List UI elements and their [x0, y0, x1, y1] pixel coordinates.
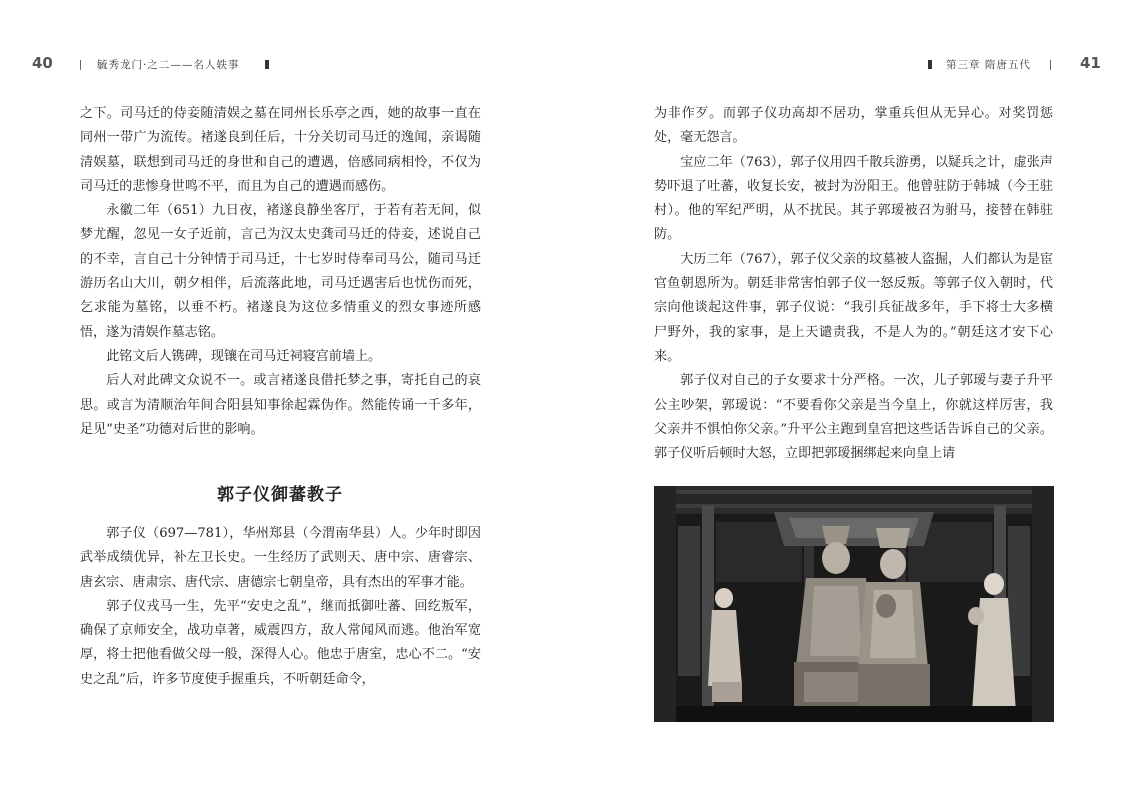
- paragraph: 永徽二年（651）九日夜，褚遂良静坐客厅，于若有若无间，似梦尤醒，忽见一女子近前，言己为汉太史龚司马迁的侍妾，述说自己的不幸，言自己十分钟情于司马迁，十七岁时侍奉司马公，随司马迁游历名山大川，朝夕相伴，后流落此地，司马迁遇害后也忧伤而死，乞求能为墓铭，以垂不朽。褚遂良为这位多情重义的烈女事迹所感悟，遂为清娱作墓志铭。: [80, 203, 481, 340]
- paragraph: 宝应二年（763），郭子仪用四千散兵游勇，以疑兵之计，虚张声势吓退了吐蕃，收复长安，被封为汾阳王。他曾驻防于韩城（今王驻村）。他的军纪严明，从不扰民。其子郭瑷被召为驸马，接替在韩驻防。: [654, 154, 1053, 243]
- paragraph: 之下。司马迁的侍妾随清娱之墓在同州长乐亭之西，她的故事一直在同州一带广为流传。褚遂良到任后，十分关切司马迁的逸闻，亲谒随清娱墓，联想到司马迁的身世和自己的遭遇，倍感同病相怜，不仅为司马迁的悲惨身世鸣不平，而且为自己的遭遇而感伤。: [80, 106, 481, 194]
- left-page: [0, 0, 566, 799]
- paragraph: 后人对此碑文众说不一。或言褚遂良借托梦之事，寄托自己的哀思。或言为清顺治年间合阳县知事徐起霖伪作。然能传诵一千多年，足见“史圣”功德对后世的影响。: [80, 373, 481, 437]
- left-bottom-text: [80, 522, 481, 692]
- right-text: [654, 102, 1053, 466]
- running-head-left: 毓秀龙门·之二——名人轶事: [97, 59, 240, 71]
- page-number-right: 41: [1080, 54, 1101, 72]
- paragraph: 郭子仪对自己的子女要求十分严格。一次，儿子郭瑷与妻子升平公主吵架，郭瑷说：“不要看你父亲是当今皇上，你就这样厉害，我父亲并不惧怕你父亲。”升平公主跑到皇宫把这些话告诉自己的父亲。郭子仪听后顿时大怒，立即把郭瑷捆绑起来向皇上请: [654, 373, 1053, 462]
- left-top-text: [80, 102, 481, 442]
- page-number-left: 40: [32, 54, 53, 72]
- header-separator-right: [1050, 60, 1051, 70]
- paragraph: 大历二年（767），郭子仪父亲的坟墓被人盗掘，人们都认为是宦官鱼朝恩所为。朝廷非常害怕郭子仪一怒反叛。等郭子仪入朝时，代宗向他谈起这件事，郭子仪说：“我引兵征战多年，手下将士大多横尸野外，我的家事，是上天谴责我，不是人为的。”朝廷这才安下心来。: [654, 251, 1053, 364]
- section-title: 郭子仪御蕃教子: [217, 485, 343, 505]
- shrine-statues-photo: [654, 486, 1054, 722]
- running-head-right: 第三章 隋唐五代: [946, 59, 1031, 71]
- header-square-mark-right: [928, 60, 932, 69]
- paragraph: 此铭文后人镌碑，现镶在司马迁祠寝宫前墙上。: [106, 348, 382, 364]
- header-separator: [80, 60, 81, 70]
- paragraph: 为非作歹。而郭子仪功高却不居功，掌重兵但从无异心。对奖罚惩处，毫无怨言。: [654, 106, 1053, 146]
- header-square-mark: [265, 60, 269, 69]
- paragraph: 郭子仪戎马一生，先平“安史之乱”，继而抵御吐蕃、回纥叛军，确保了京师安全，战功卓著，威震四方，敌人常闻风而逃。他治军宽厚，将士把他看做父母一般，深得人心。他忠于唐室，忠心不二。“安史之乱”后，许多节度使手握重兵，不听朝廷命令，: [80, 598, 481, 687]
- paragraph: 郭子仪（697—781），华州郑县（今渭南华县）人。少年时即因武举成绩优异，补左卫长史。一生经历了武则天、唐中宗、唐睿宗、唐玄宗、唐肃宗、唐代宗、唐德宗七朝皇帝，具有杰出的军事才能。: [80, 526, 481, 590]
